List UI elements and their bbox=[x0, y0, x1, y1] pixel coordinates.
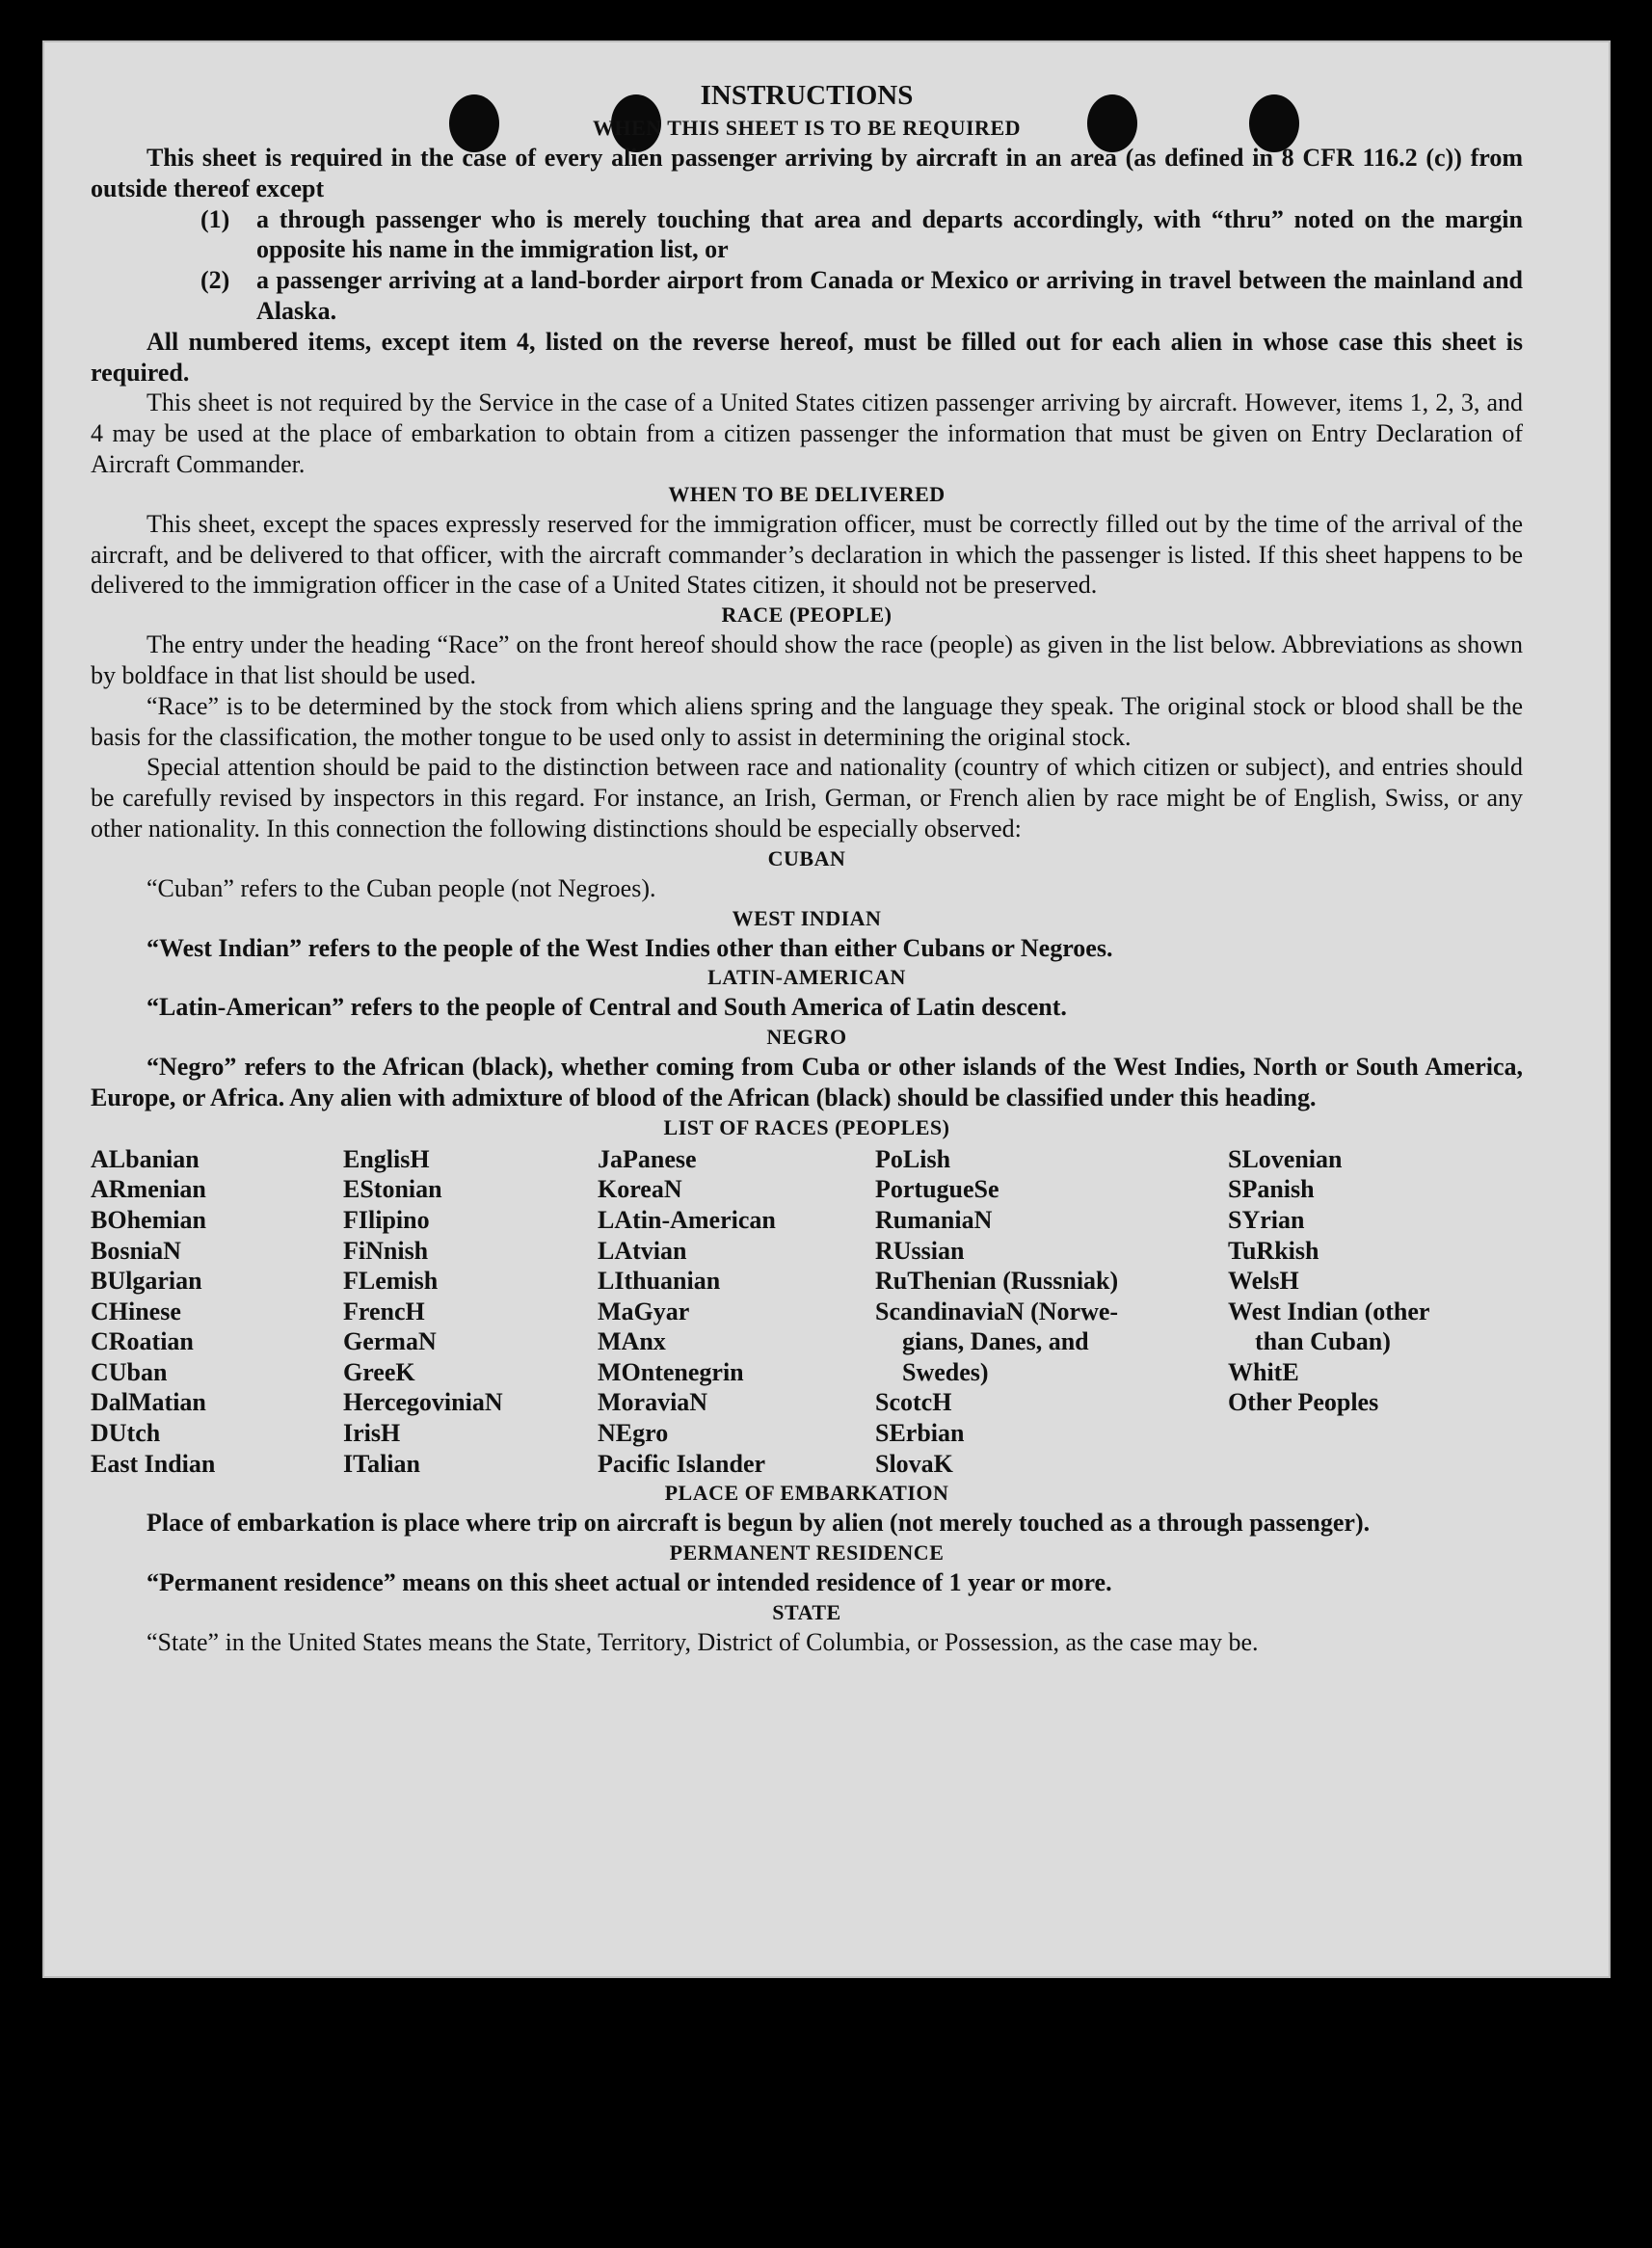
section-heading: LATIN-AMERICAN bbox=[707, 965, 906, 990]
race-entry: EnglisH bbox=[343, 1144, 430, 1173]
paragraph: Special attention should be paid to the distinction between race and nationality (country of which citizen or subject), and entries should be carefully revised by inspectors in this regard. For instance, an Irish, German, or French alien by race might be of English, Swiss, or any other nationality. In this connection the following distinctions should be especially observed: bbox=[91, 753, 1523, 843]
race-entry: TuRkish bbox=[1228, 1236, 1319, 1265]
race-entry: IrisH bbox=[343, 1419, 401, 1448]
list-text: a passenger arriving at a land-border airport from Canada or Mexico or arriving in travel between the mainland and Alaska. bbox=[256, 266, 1523, 325]
list-number: (1) bbox=[200, 204, 230, 233]
race-entry: SPanish bbox=[1228, 1175, 1315, 1204]
race-entry: ITalian bbox=[343, 1449, 420, 1478]
paragraph: “Race” is to be determined by the stock from which aliens spring and the language they speak. The original stock or blood shall be the basis for the classification, the mother tongue to be used only to assist in determining the original stock. bbox=[91, 691, 1523, 751]
paragraph: “Cuban” refers to the Cuban people (not Negroes). bbox=[147, 873, 656, 902]
race-entry: GermaN bbox=[343, 1327, 437, 1356]
paragraph: All numbered items, except item 4, listed on the reverse hereof, must be filled out for each alien in whose case this sheet is required. bbox=[91, 327, 1523, 387]
section-heading: RACE (PEOPLE) bbox=[721, 602, 893, 628]
race-entry: WhitE bbox=[1228, 1357, 1299, 1386]
race-entry: PoLish bbox=[875, 1144, 951, 1173]
race-entry: GreeK bbox=[343, 1357, 415, 1386]
race-entry: FIlipino bbox=[343, 1205, 430, 1234]
race-entry: Swedes) bbox=[902, 1357, 989, 1386]
list-item bbox=[200, 204, 1523, 266]
page-title: INSTRUCTIONS bbox=[700, 80, 914, 111]
race-entry: DUtch bbox=[91, 1419, 161, 1448]
paragraph: This sheet is required in the case of every alien passenger arriving by aircraft in an area (as defined in 8 CFR 116.2 (c)) from outside thereof except bbox=[91, 144, 1523, 202]
race-entry: CUban bbox=[91, 1357, 168, 1386]
race-entry: LAtin-American bbox=[598, 1205, 776, 1234]
list-number: (2) bbox=[200, 266, 230, 295]
race-entry: MoraviaN bbox=[598, 1388, 708, 1417]
race-entry: SErbian bbox=[875, 1419, 965, 1448]
race-entry: KoreaN bbox=[598, 1175, 682, 1204]
section-heading: STATE bbox=[772, 1599, 841, 1624]
race-entry: Pacific Islander bbox=[598, 1449, 766, 1478]
paragraph: This sheet is not required by the Service in the case of a United States citizen passenger arriving by aircraft. However, items 1, 2, 3, and 4 may be used at the place of embarkation to obtain from a citizen passenger the information that must be given on Entry Declaration of Aircraft Commander. bbox=[91, 388, 1523, 478]
race-entry: SYrian bbox=[1228, 1205, 1305, 1234]
race-entry: Other Peoples bbox=[1228, 1388, 1379, 1417]
races-column bbox=[343, 1144, 598, 1480]
race-entry: FrencH bbox=[343, 1297, 425, 1325]
section-heading: WEST INDIAN bbox=[732, 905, 882, 930]
race-entry: RumaniaN bbox=[875, 1205, 993, 1234]
race-entry: BosniaN bbox=[91, 1236, 181, 1265]
race-entry: RUssian bbox=[875, 1236, 965, 1265]
race-entry: gians, Danes, and bbox=[902, 1327, 1089, 1356]
race-entry: WelsH bbox=[1228, 1267, 1299, 1296]
paragraph: The entry under the heading “Race” on the front hereof should show the race (people) as given in the list below. Abbreviations as shown by boldface in that list should be used. bbox=[91, 630, 1523, 689]
races-column bbox=[875, 1144, 1228, 1480]
race-entry: MAnx bbox=[598, 1327, 666, 1356]
race-entry: ScotcH bbox=[875, 1388, 952, 1417]
section-heading: WHEN THIS SHEET IS TO BE REQUIRED bbox=[592, 116, 1022, 140]
paragraph: “Permanent residence” means on this sheet actual or intended residence of 1 year or more. bbox=[147, 1568, 1112, 1597]
paragraph: This sheet, except the spaces expressly reserved for the immigration officer, must be correctly filled out by the time of the arrival of the aircraft, and be delivered to that officer, with the aircraft commander’s declaration in which the passenger is listed. If this sheet happens to be delivered to the immigration officer in the case of a United States citizen, it should not be preserved. bbox=[91, 509, 1523, 600]
race-entry: West Indian (other bbox=[1228, 1297, 1430, 1325]
section-heading: WHEN TO BE DELIVERED bbox=[668, 481, 946, 506]
race-entry: BUlgarian bbox=[91, 1267, 202, 1296]
paragraph: “Latin-American” refers to the people of Central and South America of Latin descent. bbox=[147, 993, 1067, 1022]
race-entry: SlovaK bbox=[875, 1449, 953, 1478]
races-column bbox=[91, 1144, 343, 1480]
race-entry: East Indian bbox=[91, 1449, 216, 1478]
race-entry: JaPanese bbox=[598, 1144, 697, 1173]
race-entry: ALbanian bbox=[91, 1144, 200, 1173]
race-entry: SLovenian bbox=[1228, 1144, 1343, 1173]
list-text: a through passenger who is merely touching that area and departs accordingly, with “thru” noted on the margin opposite his name in the immigration list, or bbox=[256, 204, 1523, 264]
race-entry: DalMatian bbox=[91, 1388, 206, 1417]
races-list bbox=[91, 1144, 1523, 1480]
race-entry: BOhemian bbox=[91, 1205, 206, 1234]
race-entry: ARmenian bbox=[91, 1175, 206, 1204]
race-entry: LAtvian bbox=[598, 1236, 687, 1265]
paragraph: “West Indian” refers to the people of the West Indies other than either Cubans or Negroes. bbox=[147, 933, 1113, 962]
instructions-content bbox=[91, 79, 1523, 1658]
paragraph: “Negro” refers to the African (black), whether coming from Cuba or other islands of the West Indies, North or South America, Europe, or Africa. Any alien with admixture of blood of the African (black) should be classified under this heading. bbox=[91, 1053, 1523, 1111]
races-column bbox=[1228, 1144, 1517, 1480]
race-entry: than Cuban) bbox=[1255, 1327, 1391, 1356]
race-entry: FiNnish bbox=[343, 1236, 429, 1265]
section-heading: PERMANENT RESIDENCE bbox=[669, 1540, 945, 1566]
list-item bbox=[200, 265, 1523, 327]
section-heading: PLACE OF EMBARKATION bbox=[664, 1481, 949, 1506]
race-entry: CHinese bbox=[91, 1297, 181, 1325]
section-heading: LIST OF RACES (PEOPLES) bbox=[663, 1114, 950, 1139]
race-entry: MaGyar bbox=[598, 1297, 690, 1325]
section-heading: CUBAN bbox=[767, 845, 846, 870]
race-entry: RuThenian (Russniak) bbox=[875, 1267, 1119, 1296]
race-entry: ScandinaviaN (Norwe- bbox=[875, 1297, 1119, 1325]
race-entry: LIthuanian bbox=[598, 1267, 721, 1296]
section-heading: NEGRO bbox=[766, 1025, 847, 1050]
race-entry: PortugueSe bbox=[875, 1175, 999, 1204]
race-entry: NEgro bbox=[598, 1419, 669, 1448]
paragraph: Place of embarkation is place where trip on aircraft is begun by alien (not merely touched as a through passenger). bbox=[147, 1509, 1371, 1538]
races-column bbox=[598, 1144, 875, 1480]
race-entry: HercegoviniaN bbox=[343, 1388, 503, 1417]
race-entry: FLemish bbox=[343, 1267, 439, 1296]
paragraph: “State” in the United States means the State, Territory, District of Columbia, or Possession, as the case may be. bbox=[147, 1627, 1259, 1656]
race-entry: CRoatian bbox=[91, 1327, 194, 1356]
race-entry: MOntenegrin bbox=[598, 1357, 744, 1386]
race-entry: EStonian bbox=[343, 1175, 442, 1204]
